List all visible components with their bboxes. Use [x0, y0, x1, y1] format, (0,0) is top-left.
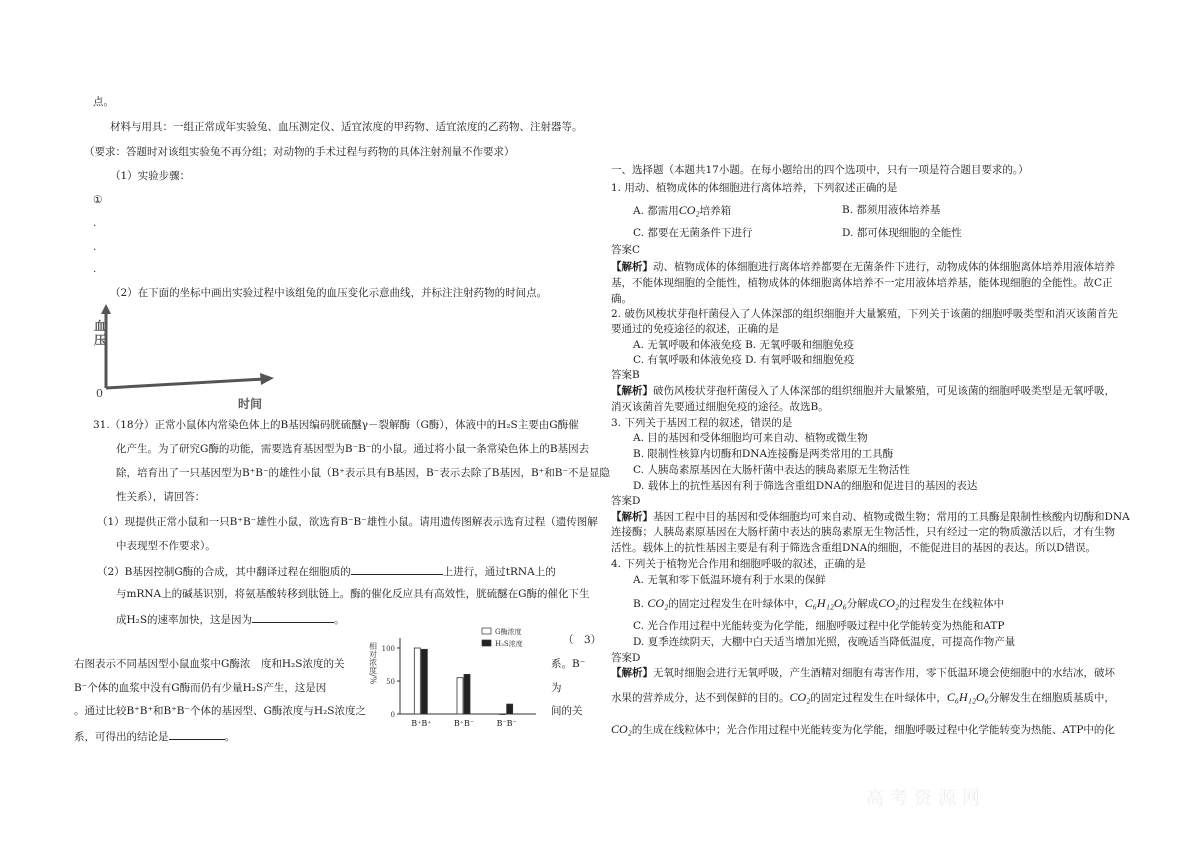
blood-pressure-axes: [88, 302, 278, 412]
answer-blank-ribosome[interactable]: [351, 563, 443, 575]
q3-option-d: D. 载体上的抗性基因有利于筛选含重组DNA的细胞和促进目的基因的表达: [633, 480, 978, 492]
q31-line-4: 性关系），请回答：: [116, 491, 206, 503]
y-axis-label-1: 血: [94, 319, 107, 333]
co2-formula: CO₂: [647, 596, 669, 610]
analysis-tag: 【解析】: [611, 511, 653, 523]
glucose-formula: C₆H₁₂O₆: [946, 690, 989, 704]
q31-line-7a: （2）B基因控制G酶的合成，其中翻译过程在细胞质的: [97, 566, 351, 578]
legend-label: H₂S浓度: [495, 640, 523, 648]
category-label: B⁻B⁻: [496, 719, 517, 728]
co2-formula: CO₂: [789, 690, 811, 704]
analysis-tag: 【解析】: [611, 385, 653, 397]
q2-explanation-text: 破伤风梭状芽孢杆菌侵入了人体深部的组织细胞并大量繁殖，可见该菌的细胞呼吸类型是无氧呼吸，: [653, 385, 1115, 397]
y-tick-label: 0: [390, 711, 395, 719]
step-1-marker: ①: [93, 194, 103, 206]
left-line-1: 点。: [93, 96, 114, 108]
legend-swatch: [482, 628, 491, 634]
q4-explanation-2c: 分解发生在细胞质基质中，: [988, 692, 1115, 704]
q31-line-10c: 系。B⁻: [551, 658, 586, 670]
q31-line-1: 31.（18分）正常小鼠体内常染色体上的B基因编码胱硫醚γ－裂解酶（G酶），体液中的H₂S主要由G酶催: [93, 419, 579, 431]
q31-line-2: 化产生。为了研究G酶的功能，需要选育基因型为B⁻B⁻的小鼠。通过将小鼠一条常染色体上的B基因去: [116, 443, 590, 455]
bar: [457, 678, 463, 714]
x-axis-label: 时间: [238, 397, 263, 411]
enzyme-concentration-chart: [364, 622, 554, 740]
q1-option-c: C. 都要在无菌条件下进行: [633, 227, 753, 239]
category-label: B⁺B⁺: [411, 719, 432, 728]
q1-option-b: B. 都须用液体培养基: [842, 204, 941, 216]
q4-explanation-2a: 水果的营养成分，达不到保鲜的目的。: [611, 692, 790, 704]
step-dot: .: [93, 217, 97, 229]
q4-option-b-mid1: 的固定过程发生在叶绿体中，: [668, 598, 805, 610]
q1-answer: 答案C: [611, 244, 641, 256]
analysis-tag: 【解析】: [611, 261, 653, 273]
y-axis-label-2: 压: [94, 333, 107, 347]
q31-line-3: 除，培育出了一只基因型为B⁺B⁻的雄性小鼠（B⁺表示具有B基因，B⁻表示去除了B基因，B⁺和B⁻不是显隐: [116, 467, 610, 479]
q31-line-9: [116, 611, 345, 627]
analysis-tag: 【解析】: [611, 667, 653, 679]
q3-explanation-2: 连接酶；人胰岛素原基因在大肠杆菌中表达的胰岛素原无生物活性，只有经过一定的物质激活以后，才有生物: [611, 526, 1115, 538]
co2-formula: CO₂: [678, 203, 700, 217]
y-tick-label: 50: [386, 678, 395, 686]
co2-formula: CO₂: [611, 722, 632, 736]
q1-explanation-3: 确。: [611, 293, 632, 305]
q2-options-1: A. 无氧呼吸和体液免疫 B. 无氧呼吸和细胞免疫: [633, 339, 854, 351]
bar: [414, 648, 420, 714]
q3-option-a: A. 目的基因和受体细胞均可来自动、植物或微生物: [633, 432, 868, 444]
q3-explanation-1: [611, 510, 1130, 524]
q4-explanation-2: [611, 690, 1115, 705]
q3-explanation-text: 基因工程中目的基因和受体细胞均可来自动、植物或微生物；常用的工具酶是限制性核酸内切酶和DNA: [653, 511, 1130, 523]
q4-explanation-3: [611, 722, 1115, 737]
category-label: B⁺B⁻: [453, 719, 475, 728]
step-dot: .: [93, 241, 97, 253]
experiment-steps-label: （1）实验步骤：: [110, 170, 191, 182]
q4-explanation-text: 无氧时细胞会进行无氧呼吸，产生酒精对细胞有毒害作用，零下低温环境会使细胞中的水结冰，破坏: [653, 667, 1115, 679]
q1-explanation-2: 基，不能体现细胞的全能性，植物成体的体细胞离体培养不一定用液体培养基，能体现细胞的全能性。故C正: [611, 277, 1113, 289]
q3-option-b: B. 限制性核算内切酶和DNA连接酶是两类常用的工具酶: [633, 448, 894, 460]
q1-stem: 1. 用动、植物成体的体细胞进行离体培养，下列叙述正确的是: [611, 182, 898, 194]
q1-explanation-text: 动、植物成体的体细胞进行离体培养都要在无菌条件下进行，动物成体的体细胞离体培养用液体培养: [653, 261, 1115, 273]
q31-line-9a: 成H₂S的速率加快，这是因为: [116, 614, 253, 626]
q31-line-11b: 为: [551, 682, 562, 694]
q31-line-6: 中表现型不作要求）。: [116, 540, 216, 552]
q31-line-13: [74, 728, 235, 744]
origin-label: 0: [96, 387, 103, 400]
q4-explanation-1: [611, 666, 1115, 680]
graph-instruction-line: （2）在下面的坐标中画出实验过程中该组兔的血压变化示意曲线，并标注注射药物的时间点。: [110, 287, 548, 299]
q31-line-12a: 。通过比较B⁺B⁺和B⁺B⁻个体的基因型、G酶浓度与H₂S浓度之: [74, 705, 366, 717]
glucose-formula: C₆H₁₂O₆: [804, 596, 847, 610]
co2-formula: CO₂: [878, 596, 900, 610]
bar: [507, 704, 513, 714]
q1-option-a-post: 培养箱: [699, 205, 732, 217]
q4-option-d: D. 夏季连续阴天，大棚中白天适当增加光照，夜晚适当降低温度，可提高作物产量: [633, 636, 1016, 648]
q31-line-8: 与mRNA上的碱基识别，将氨基酸转移到肽链上。酶的催化反应具有高效性，胱硫醚在G酶的催化下生: [116, 588, 590, 600]
bar: [500, 714, 506, 715]
q4-explanation-3-text: 的生成在线粒体中；光合作用过程中光能转变为化学能，细胞呼吸过程中化学能转变为热能、ATP中的化: [631, 724, 1115, 736]
requirements-line: （要求：答题时对该组实验兔不再分组；对动物的手术过程与药物的具体注射剂量不作要求）: [84, 146, 515, 158]
q31-line-13-end: 。: [224, 731, 235, 743]
q2-answer: 答案B: [611, 369, 640, 381]
q3-option-c: C. 人胰岛素原基因在大肠杆菌中表达的胰岛素原无生物活性: [633, 464, 910, 476]
q31-line-10b: （ 3）: [563, 634, 602, 646]
y-axis-label: 相对浓度/%: [368, 642, 378, 685]
q2-options-2: C. 有氧呼吸和体液免疫 D. 有氧呼吸和细胞免疫: [633, 354, 855, 366]
q4-explanation-2b: 的固定过程发生在叶绿体中，: [810, 692, 947, 704]
q3-answer: 答案D: [611, 495, 641, 507]
q1-explanation-1: [611, 260, 1115, 274]
q31-line-11a: B⁻个体的血浆中没有G酶而仍有少量H₂S产生，这是因: [74, 682, 327, 694]
q1-option-a-pre: A. 都需用: [633, 205, 679, 217]
q1-option-d: D. 都可体现细胞的全能性: [842, 227, 962, 239]
bar: [421, 649, 427, 714]
q31-line-5: （1）现提供正常小鼠和一只B⁺B⁻雄性小鼠，欲选育B⁻B⁻雄性小鼠。请用遗传图解表示选育过程（遗传图解: [97, 516, 598, 528]
q4-option-b-post: 的过程发生在线粒体中: [899, 598, 1005, 610]
q2-explanation-1: [611, 384, 1115, 398]
section-heading: 一、选择题（本题共17小题。在每小题给出的四个选项中，只有一项是符合题目要求的。）: [611, 164, 1029, 176]
q31-line-10a: 右图表示不同基因型小鼠血浆中G酶浓 度和H₂S浓度的关: [74, 658, 345, 670]
step-dot: .: [93, 263, 97, 275]
answer-blank-reason[interactable]: [252, 611, 334, 623]
q31-line-12b: 间的关: [551, 705, 583, 717]
y-tick-label: 100: [381, 645, 395, 653]
legend-label: G酶浓度: [495, 628, 522, 636]
q4-option-a: A. 无氧和零下低温环境有利于水果的保鲜: [633, 574, 826, 586]
q3-stem: 3. 下列关于基因工程的叙述，错误的是: [611, 417, 793, 429]
q31-line-13a: 系，可得出的结论是: [74, 731, 169, 743]
q2-stem-2: 要通过的免疫途径的叙述，正确的是: [611, 323, 779, 335]
watermark: 高考资源网: [866, 788, 986, 809]
q1-option-a: [633, 203, 731, 218]
bar: [464, 674, 470, 714]
q4-option-c: C. 光合作用过程中光能转变为化学能，细胞呼吸过程中化学能转变为热能和ATP: [633, 620, 1005, 632]
q31-line-9-end: 。: [334, 614, 345, 626]
q31-line-7b: 上进行，通过tRNA上的: [442, 566, 556, 578]
q4-stem: 4. 下列关于植物光合作用和细胞呼吸的叙述，正确的是: [611, 558, 866, 570]
answer-blank-conclusion[interactable]: [169, 728, 225, 740]
q4-option-b: [633, 596, 1004, 611]
legend-swatch: [482, 640, 491, 646]
q4-answer: 答案D: [611, 652, 641, 664]
q31-line-7: [97, 563, 556, 579]
q4-option-b-pre: B.: [633, 598, 648, 610]
q2-stem-1: 2. 破伤风梭状芽孢杆菌侵入了人体深部的组织细胞并大量繁殖，下列关于该菌的细胞呼吸类型和消灭该菌首先: [611, 308, 1118, 320]
q4-option-b-mid2: 分解成: [846, 598, 879, 610]
q3-explanation-3: 活性。载体上的抗性基因主要是有利于筛选含重组DNA的细胞，不能促进目的基因的表达。所以D错误。: [611, 542, 1097, 554]
materials-line: 材料与用具：一组正常成年实验兔、血压测定仪、适宜浓度的甲药物、适宜浓度的乙药物、注射器等。: [110, 121, 583, 133]
q2-explanation-2: 消灭该菌首先要通过细胞免疫的途径。故选B。: [611, 401, 829, 413]
